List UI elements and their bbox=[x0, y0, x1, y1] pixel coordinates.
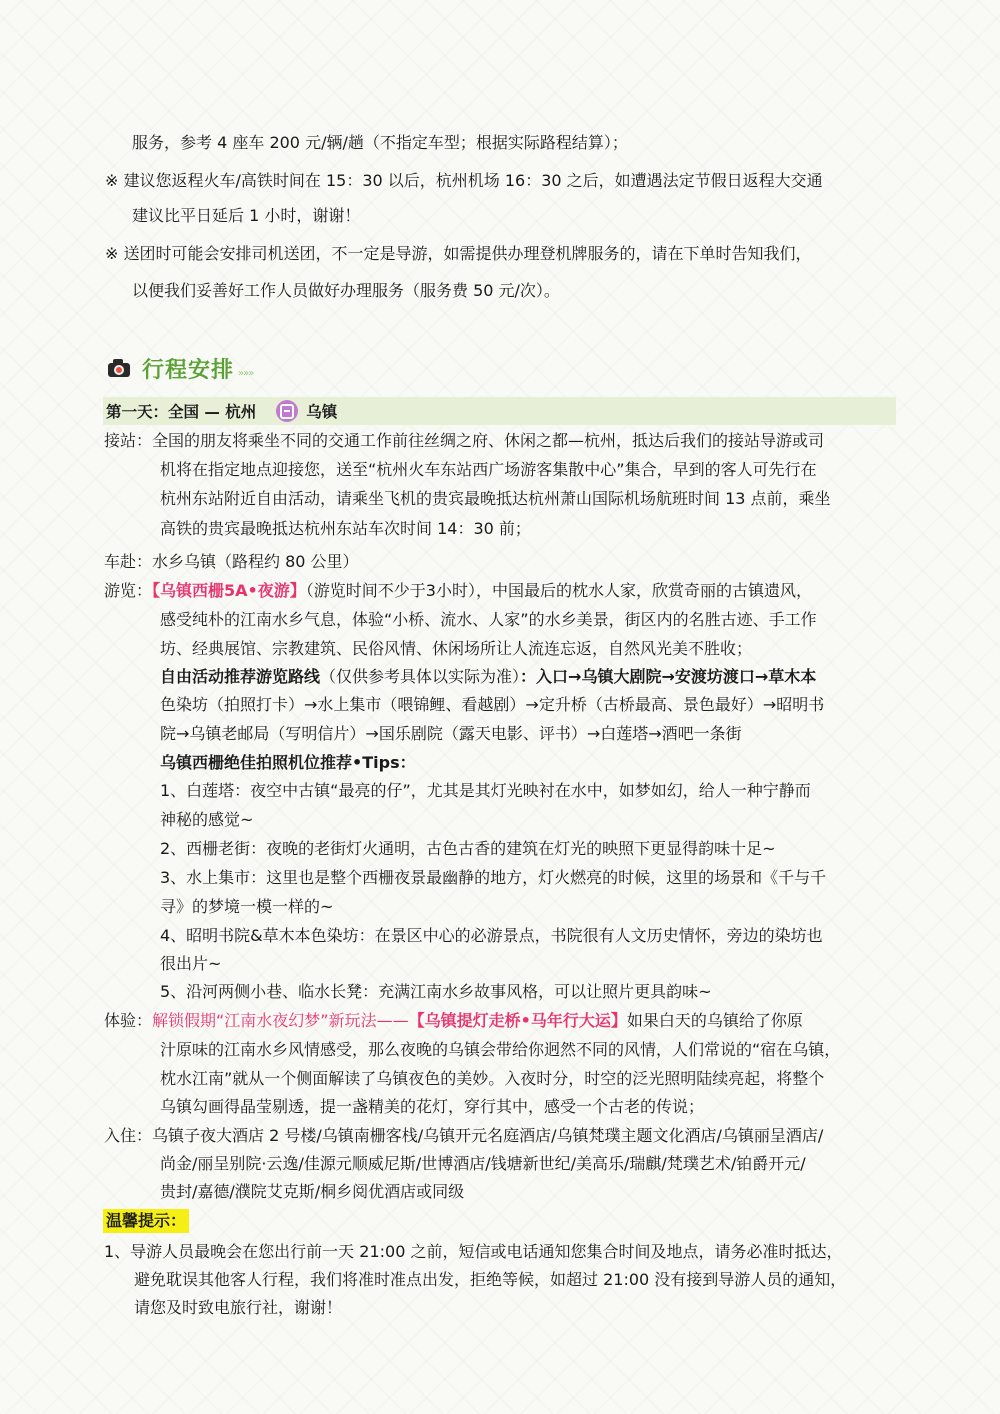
return-note-line: ※ 建议您返程火车/高铁时间在 15：30 以后，杭州机场 16：30 之后，如遭遇法定节假日返程大交通 bbox=[105, 171, 823, 190]
service-note-line: 服务，参考 4 座车 200 元/辆/趟（不指定车型；根据实际路程结算）； bbox=[132, 133, 628, 152]
camera-icon bbox=[108, 359, 130, 377]
route-line: 院→乌镇老邮局（写明信片）→国乐剧院（露天电影、评书）→白莲塔→酒吧一条街 bbox=[160, 724, 742, 743]
tour-intro: （游览时间不少于3小时），中国最后的枕水人家，欣赏奇丽的古镇遗风， bbox=[305, 581, 812, 600]
experience-desc-line: 汁原味的江南水乡风情感受，那么夜晚的乌镇会带给你迥然不同的风情，人们常说的“宿在乌镇， bbox=[160, 1040, 841, 1059]
tour-line bbox=[104, 579, 812, 603]
tip-line: 1、白莲塔：夜空中古镇“最亮的仔”，尤其是其灯光映衬在水中，如梦如幻，给人一种宁静而 bbox=[160, 781, 811, 800]
tour-highlight: 【乌镇西栅5A•夜游】 bbox=[152, 581, 306, 600]
tip-line: 神秘的感觉~ bbox=[160, 810, 254, 829]
section-heading bbox=[108, 352, 253, 384]
tip-line: 很出片~ bbox=[160, 954, 222, 973]
tip-line: 5、沿河两侧小巷、临水长凳：充满江南水乡故事风格，可以让照片更具韵味~ bbox=[160, 982, 712, 1001]
route-title: 自由活动推荐游览路线 bbox=[160, 667, 321, 686]
experience-line bbox=[104, 1009, 803, 1033]
experience-highlight: 【乌镇提灯走桥•马年行大运】 bbox=[408, 1011, 627, 1030]
day-1-route: 第一天：全国 — 杭州 bbox=[106, 403, 257, 421]
day-1-destination: 乌镇 bbox=[306, 403, 338, 421]
notice-line: 请您及时致电旅行社，谢谢！ bbox=[134, 1298, 343, 1317]
notice-line: 避免耽误其他客人行程，我们将准时准点出发，拒绝等候，如超过 21:00 没有接到导游人员的通知， bbox=[134, 1270, 847, 1289]
sendoff-note-line: ※ 送团时可能会安排司机送团，不一定是导游，如需提供办理登机牌服务的，请在下单时告知我们， bbox=[105, 244, 812, 263]
tour-desc-line: 感受纯朴的江南水乡气息，体验“小桥、流水、人家”的水乡美景，街区内的名胜古迹、手工作 bbox=[160, 610, 817, 629]
section-deco: »»» bbox=[238, 367, 254, 379]
route-start: ：入口→乌镇大剧院→安渡坊渡口→草木本 bbox=[520, 667, 817, 686]
tour-label: 游览： bbox=[104, 581, 153, 600]
transfer-line: 车赴：水乡乌镇（路程约 80 公里） bbox=[104, 552, 359, 571]
route-line: 色染坊（拍照打卡）→水上集市（喂锦鲤、看越剧）→定升桥（古桥最高、景色最好）→昭明书 bbox=[160, 695, 825, 714]
stay-line: 入住：乌镇子夜大酒店 2 号楼/乌镇南栅客栈/乌镇开元名庭酒店/乌镇梵璞主题文化酒店/乌镇丽呈酒店/ bbox=[104, 1126, 824, 1145]
notice-title: 温馨提示： bbox=[103, 1209, 189, 1233]
tour-desc-line: 坊、经典展馆、宗教建筑、民俗风情、休闲场所让人流连忘返，自然风光美不胜收； bbox=[160, 639, 753, 658]
pickup-line: 高铁的贵宾最晚抵达杭州东站车次时间 14：30 前； bbox=[160, 519, 531, 538]
tip-line: 寻》的梦境一模一样的~ bbox=[160, 897, 334, 916]
tips-title: 乌镇西栅绝佳拍照机位推荐•Tips： bbox=[160, 753, 416, 772]
experience-red: 解锁假期“江南水夜幻梦”新玩法—— bbox=[152, 1011, 409, 1030]
pickup-line: 杭州东站附近自由活动，请乘坐飞机的贵宾最晚抵达杭州萧山国际机场航班时间 13 点前，乘坐 bbox=[160, 489, 831, 508]
stay-line: 尚金/丽呈别院·云逸/佳源元顺威尼斯/世博酒店/钱塘新世纪/美高乐/瑞麒/梵璞艺术/铂爵开元/ bbox=[160, 1154, 806, 1173]
tip-line: 4、昭明书院&草木本色染坊：在景区中心的必游景点，书院很有人文历史情怀，旁边的染坊也 bbox=[160, 926, 823, 945]
return-note-line-2: 建议比平日延后 1 小时，谢谢！ bbox=[132, 206, 361, 225]
sendoff-note-line-2: 以便我们妥善好工作人员做好办理服务（服务费 50 元/次）。 bbox=[132, 281, 560, 300]
experience-desc-line: 乌镇勾画得晶莹剔透，提一盏精美的花灯，穿行其中，感受一个古老的传说； bbox=[160, 1097, 705, 1116]
pickup-line: 机将在指定地点迎接您，送至“杭州火车东站西广场游客集散中心”集合，早到的客人可先行在 bbox=[160, 460, 817, 479]
train-icon bbox=[276, 400, 298, 422]
notice-line: 1、导游人员最晚会在您出行前一天 21:00 之前，短信或电话通知您集合时间及地点，请务必准时抵达， bbox=[104, 1242, 843, 1261]
experience-desc-line: 枕水江南”就从一个侧面解读了乌镇夜色的美妙。入夜时分，时空的泛光照明陆续亮起，将整个 bbox=[160, 1069, 825, 1088]
section-title: 行程安排 bbox=[142, 357, 235, 383]
experience-intro: 如果白天的乌镇给了你原 bbox=[626, 1011, 803, 1030]
tip-line: 2、西栅老街：夜晚的老街灯火通明，古色古香的建筑在灯光的映照下更显得韵味十足~ bbox=[160, 839, 776, 858]
experience-label: 体验： bbox=[104, 1011, 153, 1030]
route-line bbox=[160, 665, 816, 689]
day-1-header bbox=[103, 397, 896, 425]
tip-line: 3、水上集市：这里也是整个西栅夜景最幽静的地方，灯火燃亮的时候，这里的场景和《千与千 bbox=[160, 868, 827, 887]
route-note: （仅供参考具体以实际为准） bbox=[320, 667, 521, 686]
stay-line: 贵封/嘉德/濮院艾克斯/桐乡阅优酒店或同级 bbox=[160, 1182, 465, 1201]
pickup-line: 接站：全国的朋友将乘坐不同的交通工作前往丝绸之府、休闲之都—杭州，抵达后我们的接站导游或司 bbox=[104, 431, 825, 450]
